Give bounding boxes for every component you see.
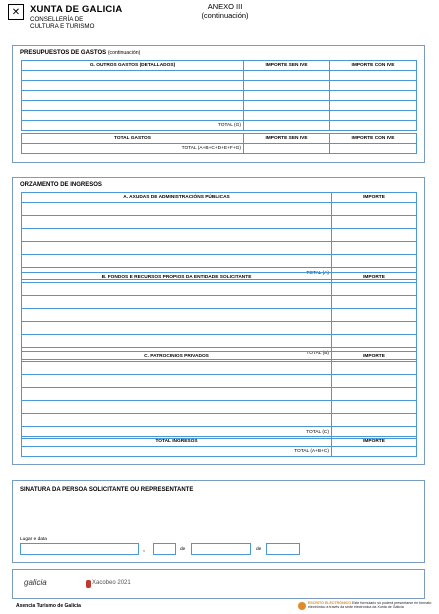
a-header: A. AXUDAS DE ADMINISTRACIÓNS PÚBLICAS (22, 193, 332, 203)
xunta-emblem-icon: ✕ (8, 4, 24, 20)
private-sponsorship-table (21, 351, 417, 439)
amount-cell[interactable] (244, 81, 330, 91)
table-row (22, 111, 417, 121)
budget-title (20, 50, 140, 56)
amount-cell[interactable] (244, 91, 330, 101)
amount-cell[interactable] (332, 216, 417, 229)
year-field[interactable] (266, 543, 300, 555)
expense-cell[interactable] (22, 91, 244, 101)
g-header: G. OUTROS GASTOS (DETALLADOS) (22, 61, 244, 71)
amount-cell[interactable] (332, 242, 417, 255)
income-cell[interactable] (22, 309, 332, 322)
amount-cell[interactable] (332, 296, 417, 309)
table-row (22, 296, 417, 309)
col-importe: IMPORTE (332, 437, 417, 447)
xunta-logo (8, 4, 24, 20)
table-row (22, 203, 417, 216)
income-cell[interactable] (22, 375, 332, 388)
total-g-row (22, 121, 417, 131)
comma-separator: , (143, 546, 145, 553)
annex-line-2: (continuación) (201, 11, 249, 20)
electronic-notice (308, 601, 433, 609)
col-importe: IMPORTE (332, 352, 417, 362)
annex-line-1: ANEXO III (207, 2, 243, 11)
income-cell[interactable] (22, 229, 332, 242)
col-sen-ive: IMPORTE SEN IVE (244, 134, 330, 144)
amount-cell[interactable] (332, 255, 417, 268)
total-g-label: TOTAL (G) (22, 121, 244, 131)
col-importe: IMPORTE (332, 193, 417, 203)
amount-cell[interactable] (332, 203, 417, 216)
amount-cell[interactable] (332, 362, 417, 375)
b-header: B. FONDOS E RECURSOS PROPIOS DA ENTIDADE SOLICITANTE (22, 273, 332, 283)
table-row (22, 375, 417, 388)
income-cell[interactable] (22, 335, 332, 348)
table-row (22, 401, 417, 414)
total-income-table (21, 436, 417, 457)
table-row (22, 335, 417, 348)
amount-cell[interactable] (330, 111, 417, 121)
agency-name: Axencia Turismo de Galicia (16, 603, 81, 609)
income-cell[interactable] (22, 242, 332, 255)
amount-cell[interactable] (332, 283, 417, 296)
xacobeo-icon (86, 580, 91, 588)
galicia-logo: galicia (24, 578, 47, 587)
amount-cell[interactable] (244, 71, 330, 81)
total-all-label: TOTAL (A+B+C+D+E+F+G) (22, 144, 244, 154)
total-all-sen-ive[interactable] (244, 144, 330, 154)
col-con-ive: IMPORTE CON IVE (330, 134, 417, 144)
table-row (22, 242, 417, 255)
total-all-con-ive[interactable] (330, 144, 417, 154)
income-title: ORZAMENTO DE INGRESOS (20, 182, 102, 188)
table-row (22, 101, 417, 111)
income-cell[interactable] (22, 296, 332, 309)
brand-subtitle (30, 16, 94, 30)
income-cell[interactable] (22, 283, 332, 296)
income-cell[interactable] (22, 388, 332, 401)
table-row (22, 362, 417, 375)
col-importe: IMPORTE (332, 273, 417, 283)
table-row (22, 229, 417, 242)
place-date-label: Lugar e data (20, 537, 47, 542)
month-field[interactable] (191, 543, 251, 555)
income-cell[interactable] (22, 401, 332, 414)
brand-line-1: CONSELLERÍA DE (30, 16, 84, 23)
total-a-label: TOTAL (A) (22, 268, 332, 280)
amount-cell[interactable] (330, 71, 417, 81)
table-row (22, 388, 417, 401)
amount-cell[interactable] (244, 111, 330, 121)
xacobeo-logo: Xacobeo 2021 (92, 580, 131, 586)
expense-cell[interactable] (22, 71, 244, 81)
income-cell[interactable] (22, 203, 332, 216)
income-cell[interactable] (22, 255, 332, 268)
total-ingresos-header: TOTAL INGRESOS (22, 437, 332, 447)
signature-title: SINATURA DA PERSOA SOLICITANTE OU REPRESENTANTE (20, 487, 194, 493)
annex-title (190, 2, 260, 20)
col-sen-ive: IMPORTE SEN IVE (244, 61, 330, 71)
amount-cell[interactable] (332, 414, 417, 427)
income-cell[interactable] (22, 216, 332, 229)
amount-cell[interactable] (332, 401, 417, 414)
expense-cell[interactable] (22, 81, 244, 91)
budget-title-note: (continuación) (107, 50, 141, 56)
amount-cell[interactable] (332, 375, 417, 388)
income-cell[interactable] (22, 322, 332, 335)
amount-cell[interactable] (332, 388, 417, 401)
total-expenses-table (21, 133, 417, 154)
amount-cell[interactable] (330, 81, 417, 91)
income-cell[interactable] (22, 414, 332, 427)
table-row (22, 283, 417, 296)
expense-cell[interactable] (22, 111, 244, 121)
table-row (22, 309, 417, 322)
brand-line-2: CULTURA E TURISMO (30, 23, 95, 30)
de-label-2: de (256, 547, 262, 552)
income-cell[interactable] (22, 362, 332, 375)
public-aid-table (21, 192, 417, 280)
amount-cell[interactable] (332, 229, 417, 242)
table-row (22, 91, 417, 101)
electronic-stamp-icon (298, 602, 306, 610)
amount-cell[interactable] (332, 335, 417, 348)
total-g-sen-ive[interactable] (244, 121, 330, 131)
total-gastos-header: TOTAL GASTOS (22, 134, 244, 144)
total-b-label: TOTAL (B) (22, 348, 332, 360)
table-row (22, 255, 417, 268)
total-g-con-ive[interactable] (330, 121, 417, 131)
table-row (22, 71, 417, 81)
table-row (22, 414, 417, 427)
amount-cell[interactable] (332, 322, 417, 335)
stamp-text: Este formulario só poderá presentarse en formato electrónico a través da sede electrónica da Xunta de Galicia (308, 601, 432, 610)
table-row (22, 81, 417, 91)
budget-title-text: PRESUPUESTOS DE GASTOS (20, 50, 107, 56)
total-abc-amount[interactable] (332, 447, 417, 457)
de-label-1: de (180, 547, 186, 552)
total-c-label: TOTAL (C) (22, 427, 332, 439)
expense-cell[interactable] (22, 101, 244, 111)
brand-title: XUNTA DE GALICIA (30, 4, 123, 15)
stamp-title: ESCRITO ELECTRÓNICO (308, 601, 352, 605)
day-field[interactable] (153, 543, 176, 555)
footer-logos-frame (12, 569, 425, 599)
amount-cell[interactable] (330, 101, 417, 111)
total-abc-label: TOTAL (A+B+C) (22, 447, 332, 457)
c-header: C. PATROCINIOS PRIVADOS (22, 352, 332, 362)
amount-cell[interactable] (330, 91, 417, 101)
place-field[interactable] (20, 543, 139, 555)
own-funds-table (21, 272, 417, 360)
table-row (22, 322, 417, 335)
col-con-ive: IMPORTE CON IVE (330, 61, 417, 71)
amount-cell[interactable] (244, 101, 330, 111)
amount-cell[interactable] (332, 309, 417, 322)
other-expenses-table (21, 60, 417, 131)
table-row (22, 216, 417, 229)
